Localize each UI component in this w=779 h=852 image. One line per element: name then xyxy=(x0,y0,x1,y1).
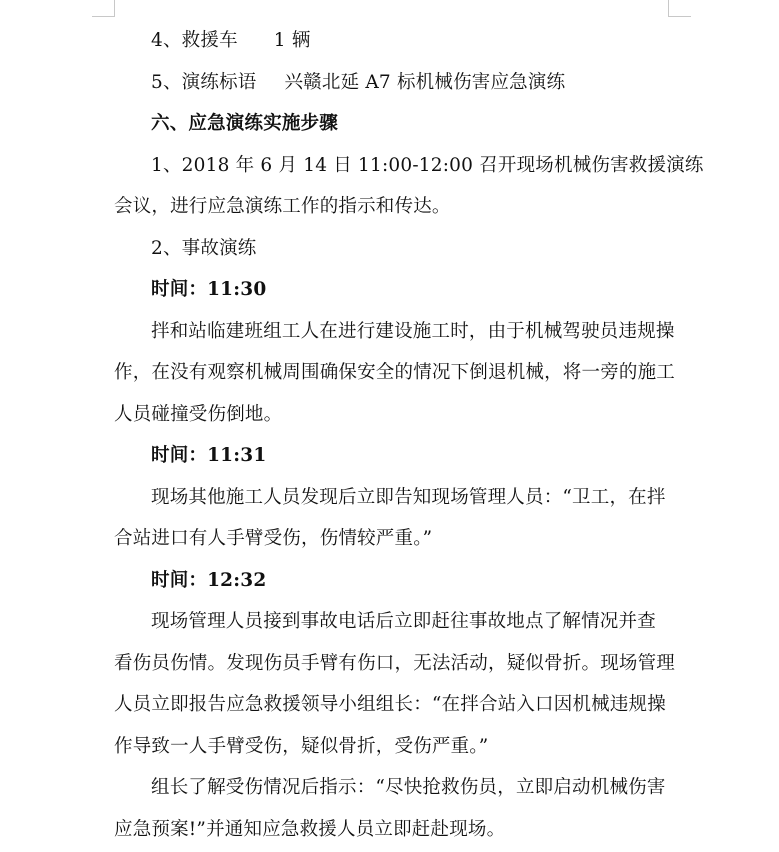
paragraph-line: 合站进口有人手臂受伤，伤情较严重。” xyxy=(114,528,433,549)
paragraph-line: 人员碰撞受伤倒地。 xyxy=(114,403,283,425)
time-label: 时间：11:31 xyxy=(151,445,267,466)
section-heading: 六、应急演练实施步骤 xyxy=(151,113,339,134)
paragraph-line: 1、2018 年 6 月 14 日 11:00-12:00 召开现场机械伤害救援演练 xyxy=(151,154,704,176)
document-body xyxy=(114,20,704,850)
list-item-drill-slogan xyxy=(114,62,674,104)
paragraph-line: 应急预案!”并通知应急救援人员立即赶赴现场。 xyxy=(114,818,506,840)
paragraph-line: 现场其他施工人员发现后立即告知现场管理人员：“卫工，在拌 xyxy=(151,486,666,508)
item-value: 兴赣北延 A7 标机械伤害应急演练 xyxy=(284,71,566,93)
paragraph-line: 看伤员伤情。发现伤员手臂有伤口，无法活动，疑似骨折。现场管理 xyxy=(114,652,676,674)
page-corner-mark-right xyxy=(668,0,691,17)
paragraph-line: 会议，进行应急演练工作的指示和传达。 xyxy=(114,196,451,217)
paragraph-line: 作，在没有观察机械周围确保安全的情况下倒退机械，将一旁的施工 xyxy=(114,362,676,383)
paragraph-line: 现场管理人员接到事故电话后立即赶往事故地点了解情况并查 xyxy=(151,611,656,632)
item-label: 5、演练标语 xyxy=(151,71,257,93)
subsection-heading: 2、事故演练 xyxy=(151,237,257,259)
time-label: 时间：11:30 xyxy=(151,279,267,300)
time-label: 时间：12:32 xyxy=(151,569,267,591)
item-value: 1 辆 xyxy=(273,30,311,51)
paragraph-line: 拌和站临建班组工人在进行建设施工时，由于机械驾驶员违规操 xyxy=(151,320,675,342)
paragraph-line: 组长了解受伤情况后指示：“尽快抢救伤员，立即启动机械伤害 xyxy=(151,777,666,798)
paragraph-line: 作导致一人手臂受伤，疑似骨折，受伤严重。” xyxy=(114,735,489,757)
page-corner-mark-left xyxy=(92,0,115,17)
paragraph-line: 人员立即报告应急救援领导小组组长：“在拌合站入口因机械违规操 xyxy=(114,694,666,715)
list-item-rescue-vehicle xyxy=(114,20,674,62)
item-label: 4、救援车 xyxy=(151,30,238,51)
